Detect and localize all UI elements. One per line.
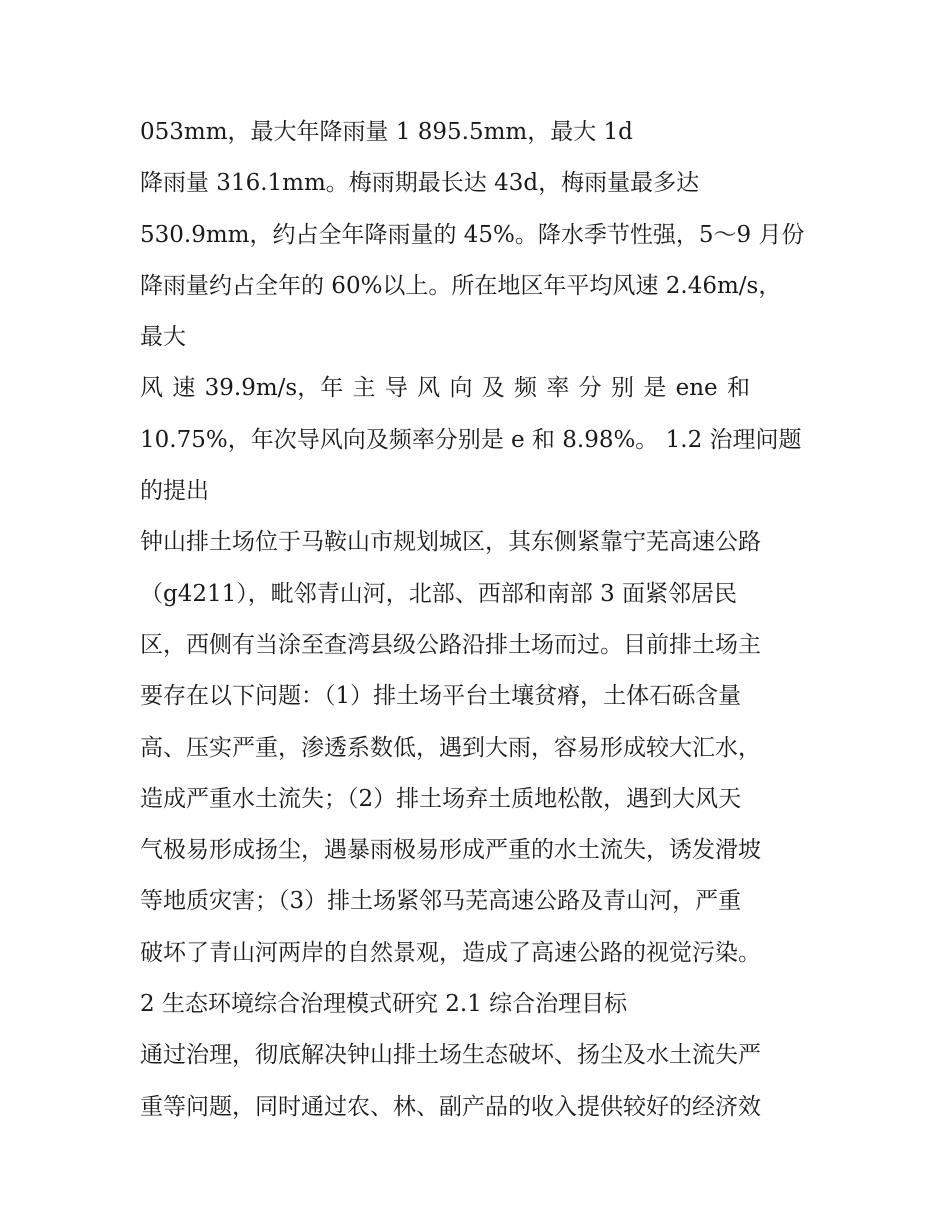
text-line: （g4211），毗邻青山河，北部、西部和南部 3 面紧邻居民	[140, 580, 738, 607]
text-line: 降雨量约占全年的 60%以上。所在地区年平均风速 2.46m/s，	[140, 272, 782, 299]
section-heading-line: 的提出	[140, 478, 209, 505]
text-line: 造成严重水土流失；（2）排土场弃土质地松散，遇到大风天	[140, 785, 742, 812]
section-heading-line: 2 生态环境综合治理模式研究 2.1 综合治理目标	[140, 991, 628, 1018]
text-line: 破坏了青山河两岸的自然景观，造成了高速公路的视觉污染。	[140, 939, 761, 966]
text-line: 气极易形成扬尘，遇暴雨极易形成严重的水土流失，诱发滑坡	[140, 837, 761, 864]
text-line: 通过治理，彻底解决钟山排土场生态破坏、扬尘及水土流失严	[140, 1042, 761, 1069]
text-line: 降雨量 316.1mm。梅雨期最长达 43d，梅雨量最多达	[140, 170, 700, 197]
text-line: 530.9mm，约占全年降雨量的 45%。降水季节性强，5～9 月份	[140, 221, 805, 248]
text-line: 高、压实严重，渗透系数低，遇到大雨，容易形成较大汇水，	[140, 734, 761, 761]
text-line: 区，西侧有当涂至查湾县级公路沿排土场而过。目前排土场主	[140, 631, 761, 658]
text-line: 053mm，最大年降雨量 1 895.5mm，最大 1d	[140, 119, 633, 145]
body-text	[140, 107, 840, 1133]
text-line: 等地质灾害；（3）排土场紧邻马芜高速公路及青山河，严重	[140, 888, 742, 915]
text-line: 风 速 39.9m/s，年 主 导 风 向 及 频 率 分 别 是 ene 和	[140, 375, 750, 402]
text-line: 10.75%，年次导风向及频率分别是 e 和 8.98%。 1.2 治理问题	[140, 426, 802, 453]
text-line: 最大	[140, 324, 186, 351]
text-line: 重等问题，同时通过农、林、副产品的收入提供较好的经济效	[140, 1093, 761, 1120]
text-line: 钟山排土场位于马鞍山市规划城区，其东侧紧靠宁芜高速公路	[140, 529, 761, 556]
text-line: 要存在以下问题：（1）排土场平台土壤贫瘠，土体石砾含量	[140, 683, 742, 710]
